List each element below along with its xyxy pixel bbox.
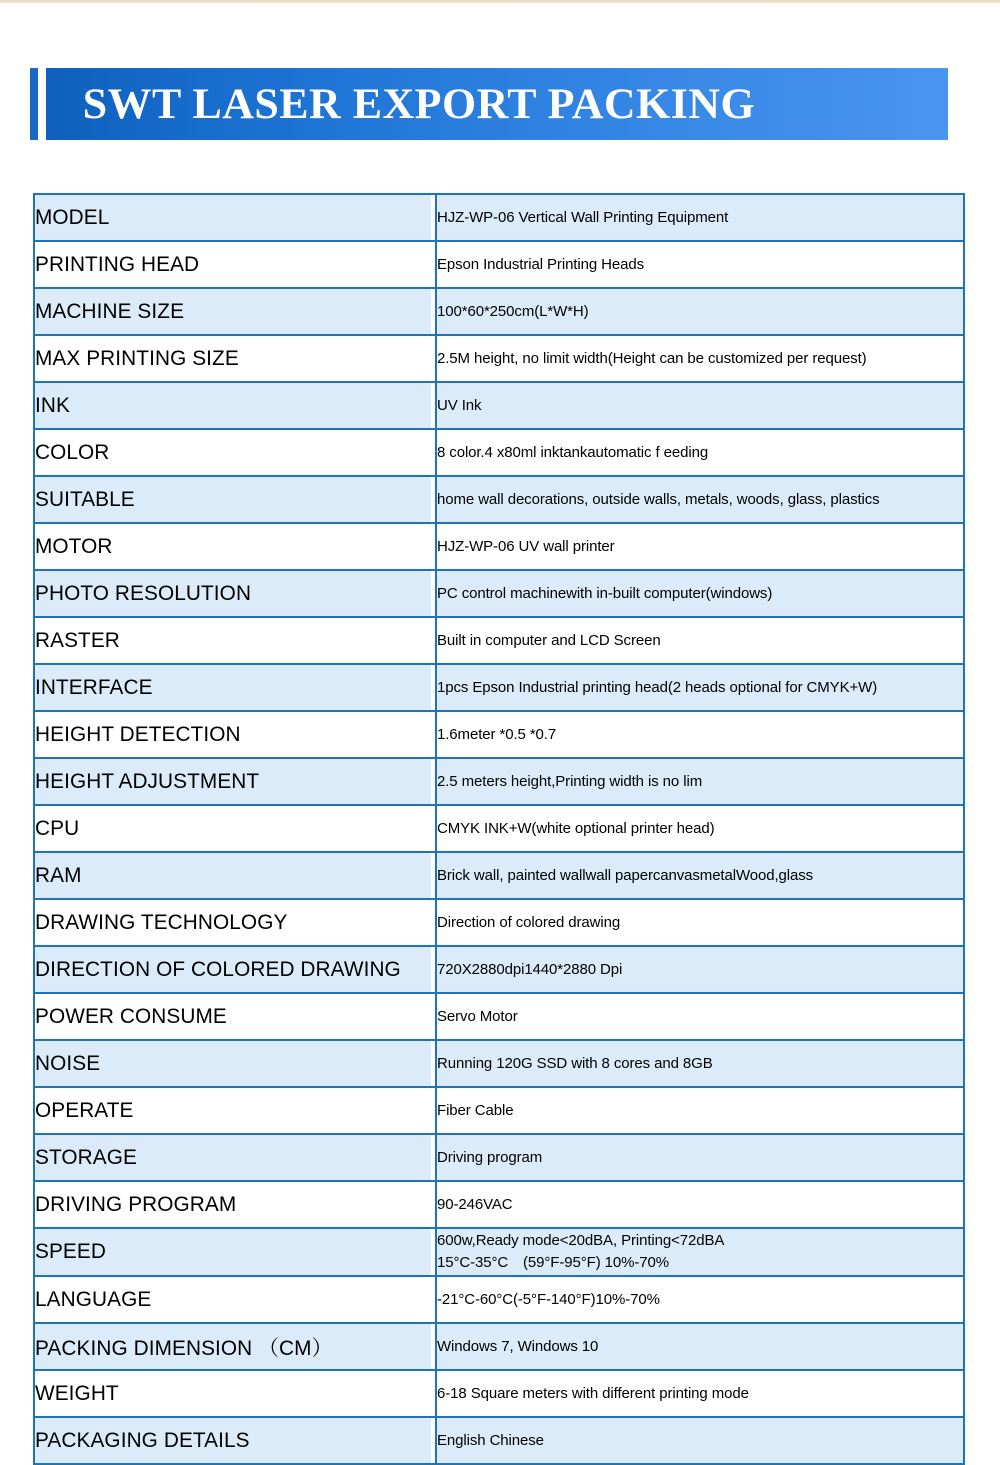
spec-label-cell: CPU: [34, 805, 432, 852]
spec-label-cell: MAX PRINTING SIZE: [34, 335, 432, 382]
spec-value-cell: 1pcs Epson Industrial printing head(2 heads optional for CMYK+W): [436, 664, 964, 711]
spec-value-cell: Brick wall, painted wallwall papercanvasmetalWood,glass: [436, 852, 964, 899]
table-row: [34, 664, 964, 711]
spec-value-cell: Driving program: [436, 1134, 964, 1181]
spec-value-cell: English Chinese: [436, 1417, 964, 1464]
table-row: [34, 241, 964, 288]
spec-label-cell: COLOR: [34, 429, 432, 476]
header-gradient-bar: [46, 68, 948, 140]
spec-value-cell: 100*60*250cm(L*W*H): [436, 288, 964, 335]
spec-label-cell: HEIGHT DETECTION: [34, 711, 432, 758]
spec-value-cell: CMYK INK+W(white optional printer head): [436, 805, 964, 852]
table-row: [34, 805, 964, 852]
spec-value-cell: PC control machinewith in-built computer(windows): [436, 570, 964, 617]
table-row: [34, 570, 964, 617]
specifications-table: [33, 193, 965, 1465]
header-accent-bar: [30, 68, 38, 140]
spec-value-cell: HJZ-WP-06 Vertical Wall Printing Equipment: [436, 194, 964, 241]
spec-value-cell: Fiber Cable: [436, 1087, 964, 1134]
table-row: [34, 335, 964, 382]
table-row: [34, 1323, 964, 1370]
spec-label-cell: OPERATE: [34, 1087, 432, 1134]
spec-label-cell: PRINTING HEAD: [34, 241, 432, 288]
spec-label-cell: DRAWING TECHNOLOGY: [34, 899, 432, 946]
spec-value-cell: 6-18 Square meters with different printing mode: [436, 1370, 964, 1417]
table-row: [34, 523, 964, 570]
spec-label-cell: MODEL: [34, 194, 432, 241]
header-banner: [30, 68, 948, 140]
table-row: [34, 1276, 964, 1323]
spec-label-cell: PHOTO RESOLUTION: [34, 570, 432, 617]
page-title: SWT LASER EXPORT PACKING: [82, 80, 756, 128]
spec-value-cell: Direction of colored drawing: [436, 899, 964, 946]
spec-label-cell: POWER CONSUME: [34, 993, 432, 1040]
spec-value-cell: UV Ink: [436, 382, 964, 429]
spec-label-cell: MACHINE SIZE: [34, 288, 432, 335]
spec-label-cell: INK: [34, 382, 432, 429]
spec-label-cell: PACKAGING DETAILS: [34, 1417, 432, 1464]
spec-label-cell: HEIGHT ADJUSTMENT: [34, 758, 432, 805]
spec-value-cell: HJZ-WP-06 UV wall printer: [436, 523, 964, 570]
spec-value-cell: home wall decorations, outside walls, metals, woods, glass, plastics: [436, 476, 964, 523]
spec-label-cell: STORAGE: [34, 1134, 432, 1181]
spec-value-cell: [436, 1228, 964, 1276]
spec-label-cell: NOISE: [34, 1040, 432, 1087]
spec-label-cell: RAM: [34, 852, 432, 899]
spec-value-cell: 2.5M height, no limit width(Height can be customized per request): [436, 335, 964, 382]
table-row: [34, 288, 964, 335]
table-row: [34, 1370, 964, 1417]
spec-value-cell: Windows 7, Windows 10: [436, 1323, 964, 1370]
spec-label-cell: PACKING DIMENSION （CM）: [34, 1323, 432, 1370]
table-row: [34, 1228, 964, 1276]
spec-value-cell: 90-246VAC: [436, 1181, 964, 1228]
table-row: [34, 852, 964, 899]
table-row: [34, 476, 964, 523]
spec-value-line-2: 15°C-35°C (59°F-95°F) 10%-70%: [437, 1254, 670, 1271]
spec-label-cell: INTERFACE: [34, 664, 432, 711]
spec-label-cell: SPEED: [34, 1228, 432, 1276]
table-row: [34, 1134, 964, 1181]
spec-value-cell: Built in computer and LCD Screen: [436, 617, 964, 664]
spec-label-cell: MOTOR: [34, 523, 432, 570]
table-row: [34, 899, 964, 946]
spec-value-line-1: 600w,Ready mode<20dBA, Printing<72dBA: [437, 1232, 725, 1249]
table-row: [34, 946, 964, 993]
spec-value-cell: 2.5 meters height,Printing width is no lim: [436, 758, 964, 805]
spec-value-cell: 8 color.4 x80ml inktankautomatic f eeding: [436, 429, 964, 476]
table-row: [34, 758, 964, 805]
table-row: [34, 711, 964, 758]
table-row: [34, 993, 964, 1040]
table-row: [34, 617, 964, 664]
table-row: [34, 1040, 964, 1087]
specifications-table-body: [34, 194, 964, 1464]
table-row: [34, 194, 964, 241]
table-row: [34, 1417, 964, 1464]
spec-label-cell: SUITABLE: [34, 476, 432, 523]
spec-label-cell: DIRECTION OF COLORED DRAWING: [34, 946, 432, 993]
spec-value-cell: -21°C-60°C(-5°F-140°F)10%-70%: [436, 1276, 964, 1323]
spec-value-cell: Running 120G SSD with 8 cores and 8GB: [436, 1040, 964, 1087]
table-row: [34, 382, 964, 429]
spec-value-cell: Servo Motor: [436, 993, 964, 1040]
table-row: [34, 1087, 964, 1134]
spec-value-cell: Epson Industrial Printing Heads: [436, 241, 964, 288]
spec-label-cell: DRIVING PROGRAM: [34, 1181, 432, 1228]
spec-value-cell: 1.6meter *0.5 *0.7: [436, 711, 964, 758]
spec-label-cell: WEIGHT: [34, 1370, 432, 1417]
spec-label-cell: LANGUAGE: [34, 1276, 432, 1323]
spec-label-cell: RASTER: [34, 617, 432, 664]
table-row: [34, 429, 964, 476]
table-row: [34, 1181, 964, 1228]
spec-value-cell: 720X2880dpi1440*2880 Dpi: [436, 946, 964, 993]
page-top-edge-strip: [0, 0, 1000, 4]
